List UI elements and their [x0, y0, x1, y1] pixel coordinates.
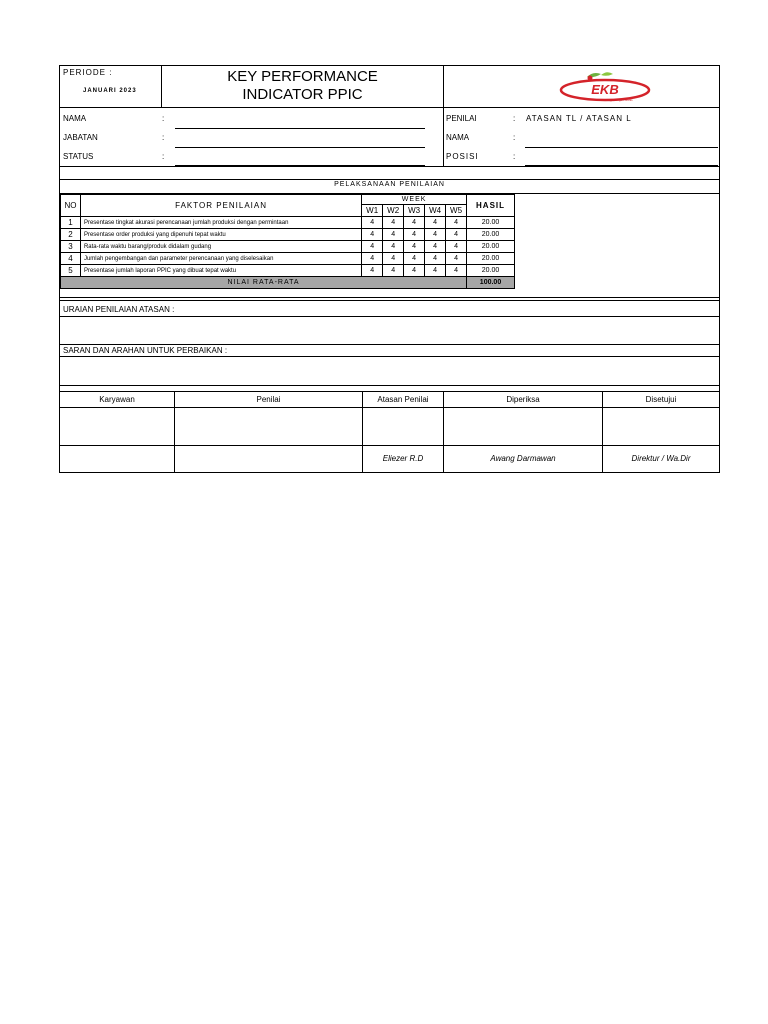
row-w1: 4 — [362, 217, 383, 229]
row-w1: 4 — [362, 229, 383, 241]
row-faktor: Presentase jumlah laporan PPIC yang dibuat tepat waktu — [80, 265, 361, 277]
penilai-label: PENILAI — [446, 114, 477, 123]
sign-top-line-2 — [60, 391, 719, 392]
row-w5: 4 — [446, 265, 467, 277]
signature-box-diperiksa[interactable] — [444, 408, 602, 445]
sign-name-disetujui: Direktur / Wa.Dir — [631, 454, 691, 463]
row-w3: 4 — [404, 253, 425, 265]
posisi-field[interactable] — [525, 165, 718, 166]
penilai-value: ATASAN TL / ATASAN L — [526, 114, 632, 123]
info-bottom-line — [60, 166, 719, 167]
row-w5: 4 — [446, 217, 467, 229]
page-title-line2: INDICATOR PPIC — [242, 86, 363, 103]
row-no: 4 — [61, 253, 81, 265]
uraian-field[interactable] — [60, 317, 719, 343]
header-divider-2 — [443, 66, 444, 107]
row-w4: 4 — [425, 253, 446, 265]
nama-label: NAMA — [63, 114, 87, 123]
table-row — [61, 253, 515, 265]
row-w4: 4 — [425, 229, 446, 241]
row-no: 3 — [61, 241, 81, 253]
sign-header-atasan: Atasan Penilai — [377, 395, 429, 404]
row-no: 2 — [61, 229, 81, 241]
posisi-colon: : — [513, 152, 516, 161]
saran-field[interactable] — [60, 357, 719, 384]
signature-box-disetujui[interactable] — [603, 408, 719, 445]
periode-value: JANUARI 2023 — [83, 88, 137, 94]
average-value: 100.00 — [467, 277, 515, 289]
row-hasil: 20.00 — [467, 265, 515, 277]
col-faktor-header: FAKTOR PENILAIAN — [80, 195, 361, 217]
svg-text:EKB: EKB — [591, 82, 619, 97]
sign-header-disetujui: Disetujui — [645, 395, 677, 404]
row-w5: 4 — [446, 229, 467, 241]
saran-top-line — [60, 344, 719, 345]
sign-header-diperiksa: Diperiksa — [506, 395, 540, 404]
table-row — [61, 217, 515, 229]
jabatan-field[interactable] — [175, 147, 425, 148]
row-w2: 4 — [383, 241, 404, 253]
row-hasil: 20.00 — [467, 229, 515, 241]
row-w5: 4 — [446, 253, 467, 265]
row-w3: 4 — [404, 217, 425, 229]
row-w2: 4 — [383, 253, 404, 265]
header-bottom-line — [60, 107, 719, 108]
row-w1: 4 — [362, 253, 383, 265]
eval-section-title: PELAKSANAAN PENILAIAN — [334, 181, 445, 188]
penilai-colon: : — [513, 114, 516, 123]
col-hasil-header: HASIL — [467, 195, 515, 217]
table-row — [61, 229, 515, 241]
assessor-nama-field[interactable] — [525, 147, 718, 148]
row-faktor: Rata-rata waktu barang/produk didalam gudang — [80, 241, 361, 253]
week-header-w2: W2 — [383, 205, 404, 217]
row-w2: 4 — [383, 265, 404, 277]
row-w1: 4 — [362, 265, 383, 277]
row-w2: 4 — [383, 229, 404, 241]
average-label: NILAI RATA-RATA — [61, 277, 467, 289]
col-no-header: NO — [61, 195, 81, 217]
jabatan-label: JABATAN — [63, 133, 98, 142]
week-header-w4: W4 — [425, 205, 446, 217]
row-faktor: Presentase order produksi yang dipenuhi tepat waktu — [80, 229, 361, 241]
row-w3: 4 — [404, 229, 425, 241]
nama-colon: : — [162, 114, 165, 123]
svg-text:Our Energy Bangun Bisnis: Our Energy Bangun Bisnis — [597, 98, 633, 102]
row-faktor: Presentase tingkat akurasi perencanaan jumlah produksi dengan permintaan — [80, 217, 361, 229]
kpi-table — [60, 194, 515, 289]
sign-name-line — [60, 445, 719, 446]
assessor-nama-label: NAMA — [446, 133, 470, 142]
row-w3: 4 — [404, 241, 425, 253]
row-hasil: 20.00 — [467, 241, 515, 253]
signature-box-karyawan[interactable] — [60, 408, 174, 445]
row-no: 1 — [61, 217, 81, 229]
row-faktor: Jumlah pengembangan dan parameter perencanaan yang diselesaikan — [80, 253, 361, 265]
status-colon: : — [162, 152, 165, 161]
sign-name-diperiksa: Awang Darmawan — [490, 454, 556, 463]
row-w3: 4 — [404, 265, 425, 277]
week-header-w1: W1 — [362, 205, 383, 217]
kpi-form-sheet — [59, 65, 720, 473]
week-header-w5: W5 — [446, 205, 467, 217]
row-hasil: 20.00 — [467, 217, 515, 229]
sign-header-penilai: Penilai — [256, 395, 281, 404]
table-row — [61, 241, 515, 253]
row-w1: 4 — [362, 241, 383, 253]
row-no: 5 — [61, 265, 81, 277]
uraian-label: URAIAN PENILAIAN ATASAN : — [63, 305, 175, 314]
table-row — [61, 265, 515, 277]
status-field[interactable] — [175, 165, 425, 166]
periode-label: PERIODE : — [63, 68, 113, 77]
nama-field[interactable] — [175, 128, 425, 129]
remarks-top-line-2 — [60, 300, 719, 301]
jabatan-colon: : — [162, 133, 165, 142]
ekb-logo-icon — [557, 70, 657, 104]
sign-header-karyawan: Karyawan — [99, 395, 135, 404]
remarks-top-line-1 — [60, 297, 719, 298]
week-header-w3: W3 — [404, 205, 425, 217]
eval-top-line — [60, 179, 719, 180]
row-w4: 4 — [425, 217, 446, 229]
info-divider — [443, 107, 444, 166]
row-hasil: 20.00 — [467, 253, 515, 265]
assessor-nama-colon: : — [513, 133, 516, 142]
page-title-line1: KEY PERFORMANCE — [227, 68, 378, 85]
sign-name-atasan: Eliezer R.D — [382, 454, 424, 463]
sign-top-line-1 — [60, 385, 719, 386]
row-w4: 4 — [425, 241, 446, 253]
status-label: STATUS — [63, 152, 94, 161]
signature-box-atasan[interactable] — [363, 408, 443, 445]
col-week-header: WEEK — [362, 195, 467, 205]
row-w2: 4 — [383, 217, 404, 229]
signature-box-penilai[interactable] — [175, 408, 362, 445]
row-w4: 4 — [425, 265, 446, 277]
saran-label: SARAN DAN ARAHAN UNTUK PERBAIKAN : — [63, 346, 228, 355]
posisi-label: POSISI — [446, 152, 479, 161]
company-logo — [557, 70, 657, 104]
row-w5: 4 — [446, 241, 467, 253]
